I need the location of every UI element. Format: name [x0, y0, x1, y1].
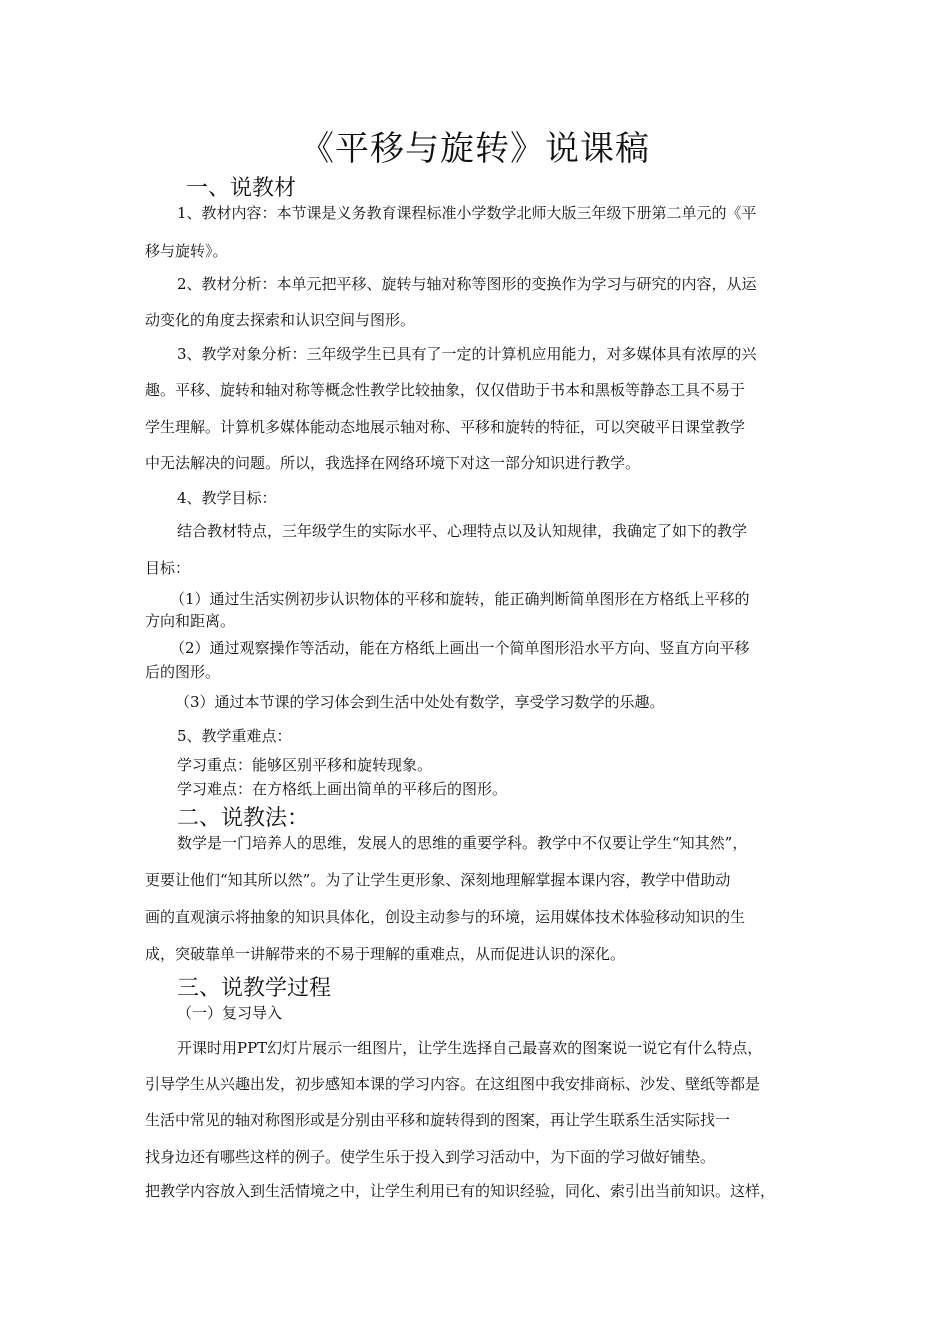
paragraph-line: 2、教材分析：本单元把平移、旋转与轴对称等图形的变换作为学习与研究的内容，从运 — [177, 275, 757, 293]
paragraph-line: 结合教材特点，三年级学生的实际水平、心理特点以及认知规律，我确定了如下的教学 — [177, 522, 748, 540]
paragraph-line: 方向和距离。 — [145, 612, 236, 630]
document-title: 《平移与旋转》说课稿 — [300, 129, 650, 169]
paragraph-line: 3、教学对象分析：三年级学生已具有了一定的计算机应用能力，对多媒体具有浓厚的兴 — [177, 345, 757, 363]
paragraph-line: 成，突破靠单一讲解带来的不易于理解的重难点，从而促进认识的深化。 — [145, 945, 626, 963]
paragraph-line: 趣。平移、旋转和轴对称等概念性教学比较抽象，仅仅借助于书本和黑板等静态工具不易于 — [145, 381, 746, 399]
paragraph-line: 4、教学目标： — [177, 489, 277, 507]
paragraph-line: 目标： — [145, 559, 191, 577]
paragraph-line: （2）通过观察操作等活动，能在方格纸上画出一个简单图形沿水平方向、竖直方向平移 — [170, 639, 750, 657]
paragraph-line: 后的图形。 — [145, 663, 221, 681]
paragraph-line: 学习难点：在方格纸上画出简单的平移后的图形。 — [177, 780, 508, 798]
section-heading-teaching-material: 一、说教材 — [186, 176, 297, 201]
paragraph-line: 引导学生从兴趣出发，初步感知本课的学习内容。在这组图中我安排商标、沙发、壁纸等都是 — [145, 1075, 761, 1093]
paragraph-line: 更要让他们“知其所以然”。为了让学生更形象、深刻地理解掌握本课内容，教学中借助动 — [145, 871, 731, 889]
paragraph-line: 动变化的角度去探索和认识空间与图形。 — [145, 311, 416, 329]
section-heading-teaching-process: 三、说教学过程 — [177, 976, 332, 1001]
section-heading-teaching-method: 二、说教法： — [177, 806, 310, 831]
paragraph-line: 找身边还有哪些这样的例子。使学生乐于投入到学习活动中，为下面的学习做好铺垫。 — [145, 1148, 716, 1166]
subsection-heading-review-intro: （一）复习导入 — [177, 1004, 283, 1022]
paragraph-line: 画的直观演示将抽象的知识具体化，创设主动参与的环境，运用媒体技术体验移动知识的生 — [145, 908, 746, 926]
paragraph-line: 学习重点：能够区别平移和旋转现象。 — [177, 756, 433, 774]
paragraph-line: （3）通过本节课的学习体会到生活中处处有数学，享受学习数学的乐趣。 — [175, 693, 665, 711]
paragraph-line: 移与旋转》。 — [145, 242, 228, 260]
paragraph-line: 中无法解决的问题。所以，我选择在网络环境下对这一部分知识进行教学。 — [145, 454, 641, 472]
paragraph-line: 5、教学重难点： — [177, 727, 292, 745]
paragraph-line: 生活中常见的轴对称图形或是分别由平移和旋转得到的图案，再让学生联系生活实际找一 — [145, 1111, 731, 1129]
paragraph-line: 开课时用PPT幻灯片展示一组图片，让学生选择自己最喜欢的图案说一说它有什么特点， — [177, 1039, 763, 1057]
paragraph-line: 把教学内容放入到生活情境之中，让学生利用已有的知识经验，同化、索引出当前知识。这样， — [145, 1182, 776, 1200]
paragraph-line: 数学是一门培养人的思维，发展人的思维的重要学科。教学中不仅要让学生“知其然”， — [177, 834, 748, 852]
paragraph-line: 学生理解。计算机多媒体能动态地展示轴对称、平移和旋转的特征，可以突破平日课堂教学 — [145, 418, 746, 436]
paragraph-line: 1、教材内容：本节课是义务教育课程标准小学数学北师大版三年级下册第二单元的《平 — [177, 204, 757, 222]
paragraph-line: （1）通过生活实例初步认识物体的平移和旋转，能正确判断简单图形在方格纸上平移的 — [170, 590, 750, 608]
